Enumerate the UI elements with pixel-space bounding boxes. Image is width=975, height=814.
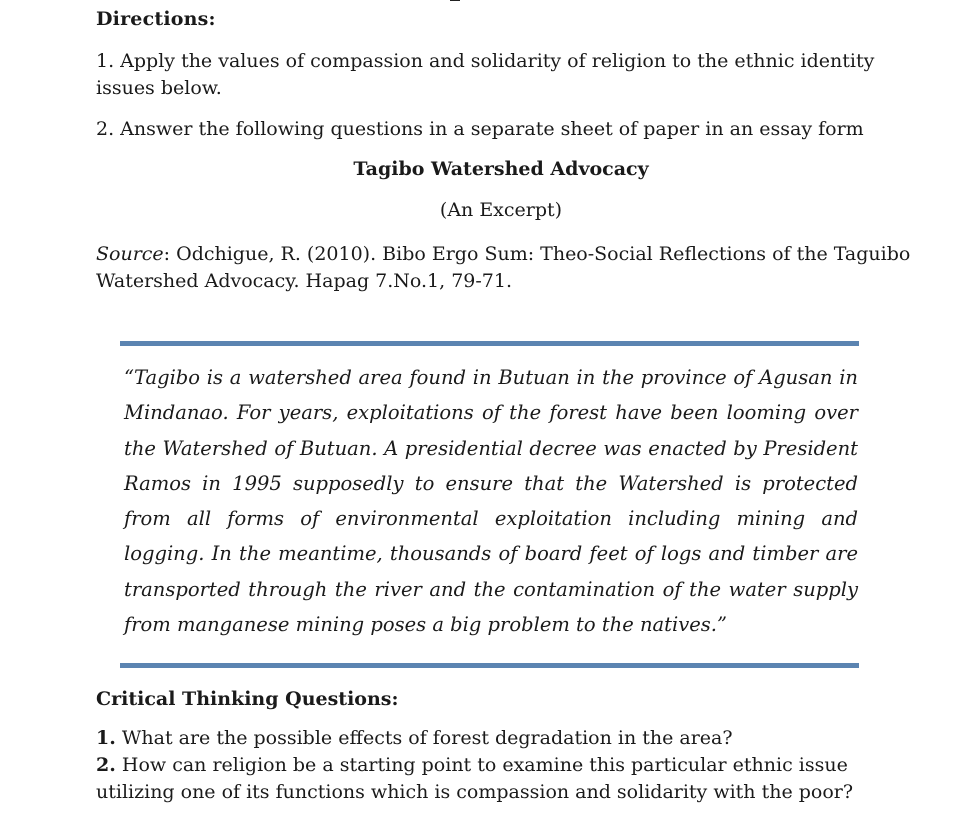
question-2-number: 2.	[96, 754, 116, 776]
source-text: : Odchigue, R. (2010). Bibo Ergo Sum: Theo-Social Reflections of the Taguibo Watershed Advocacy. Hapag 7.No.1, 79-71.	[96, 243, 911, 292]
directions-heading: Directions:	[96, 8, 216, 30]
question-1-text: What are the possible effects of forest degradation in the area?	[115, 727, 733, 749]
direction-item-2: 2. Answer the following questions in a separate sheet of paper in an essay form	[96, 118, 864, 140]
excerpt-title: Tagibo Watershed Advocacy	[353, 158, 649, 180]
question-1	[96, 725, 896, 752]
question-2-text: How can religion be a starting point to examine this particular ethnic issue utilizing one of its functions which is compassion and solidarity with the poor?	[96, 754, 854, 803]
excerpt-quote: “Tagibo is a watershed area found in Butuan in the province of Agusan in Mindanao. For years, exploitations of the forest have been looming over the Watershed of Butuan. A presidential decree was enacted by President Ramos in 1995 supposedly to ensure that the Watershed is protected from all forms of environmental exploitation including mining and logging. In the meantime, thousands of board feet of logs and timber are transported through the river and the contamination of the water supply from manganese mining poses a big problem to the natives.”	[124, 366, 858, 637]
direction-item-1: 1. Apply the values of compassion and solidarity of religion to the ethnic identity issues below.	[96, 50, 875, 99]
question-2	[96, 752, 896, 806]
source-label: Source	[96, 243, 164, 265]
question-1-number: 1.	[96, 727, 116, 749]
excerpt-subtitle: (An Excerpt)	[439, 199, 563, 221]
previous-page-fragment	[300, 0, 500, 2]
quote-bottom-rule	[120, 663, 859, 668]
questions-heading: Critical Thinking Questions:	[96, 688, 399, 710]
excerpt-source	[96, 241, 926, 295]
quote-top-rule	[120, 341, 859, 346]
